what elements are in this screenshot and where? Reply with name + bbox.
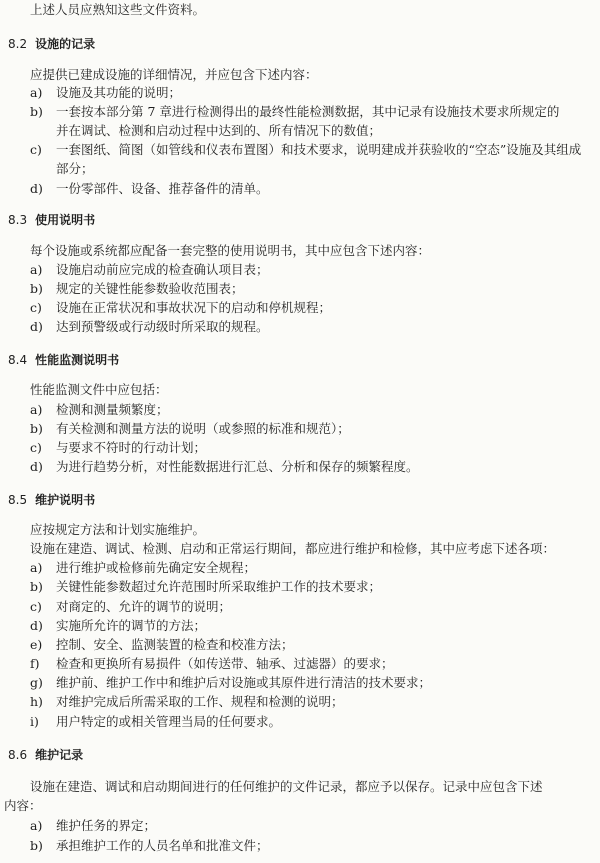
section-heading-8-4 <box>8 352 119 368</box>
section-lead: 应提供已建成设施的详细情况，并应包含下述内容： <box>30 67 318 82</box>
item-label: b) <box>30 838 43 853</box>
list-item <box>30 714 281 730</box>
section-title: 维护记录 <box>35 748 84 762</box>
item-text: 设施启动前应完成的检查确认项目表； <box>56 262 269 277</box>
item-label: i) <box>30 714 39 729</box>
section-title: 设施的记录 <box>35 37 96 51</box>
list-item <box>30 560 256 576</box>
item-label: h) <box>30 694 43 709</box>
item-text: 维护前、维护工作中和维护后对设施或其原件进行清洁的技术要求； <box>56 675 432 690</box>
item-label: a) <box>30 262 43 277</box>
list-item <box>30 838 269 854</box>
item-label: f) <box>30 656 40 671</box>
list-item <box>30 262 269 278</box>
item-label: b) <box>30 281 43 296</box>
item-label: c) <box>30 599 42 614</box>
section-title: 性能监测说明书 <box>35 353 120 367</box>
item-label: b) <box>30 421 43 436</box>
item-label: g) <box>30 675 43 690</box>
intro-line: 上述人员应熟知这些文件资料。 <box>30 2 206 17</box>
section-heading-8-6 <box>8 747 83 763</box>
list-item <box>30 181 269 197</box>
section-title: 使用说明书 <box>35 213 96 227</box>
item-label: b) <box>30 579 43 594</box>
section-lead: 应按规定方法和计划实施维护。 <box>30 522 206 537</box>
list-item <box>30 142 581 158</box>
section-heading-8-5 <box>8 492 95 508</box>
item-text: 对维护完成后所需采取的工作、规程和检测的说明； <box>56 694 344 709</box>
list-item <box>30 656 394 672</box>
item-text: 对商定的、允许的调节的说明； <box>56 599 232 614</box>
list-item <box>30 85 181 101</box>
list-item <box>30 618 206 634</box>
item-text: 达到预警级或行动级时所采取的规程。 <box>56 319 269 334</box>
item-label: d) <box>30 459 43 474</box>
section-lead: 每个设施或系统都应配备一套完整的使用说明书，其中应包含下述内容： <box>30 243 431 258</box>
list-item <box>30 402 169 418</box>
item-text: 检测和测量频繁度； <box>56 402 169 417</box>
item-text: 实施所允许的调节的方法； <box>56 618 207 633</box>
section-number: 8.3 <box>8 213 28 227</box>
item-text: 关键性能参数超过允许范围时所采取维护工作的技术要求； <box>56 579 382 594</box>
item-label: e) <box>30 637 43 652</box>
list-item-continuation: 并在调试、检测和启动过程中达到的、所有情况下的数值； <box>56 123 382 138</box>
item-text: 一套图纸、简图（如管线和仪表布置图）和技术要求，说明建成并获验收的“空态”设施及其组成 <box>56 142 582 157</box>
item-text: 用户特定的或相关管理当局的任何要求。 <box>56 714 282 729</box>
section-title: 维护说明书 <box>35 493 96 507</box>
section-lead: 性能监测文件中应包括： <box>30 382 168 397</box>
section-lead-2: 设施在建造、调试、检测、启动和正常运行期间，都应进行维护和检修，其中应考虑下述各项： <box>30 541 556 556</box>
item-label: d) <box>30 319 43 334</box>
item-label: d) <box>30 618 43 633</box>
list-item <box>30 579 381 595</box>
list-item <box>30 637 294 653</box>
item-label: a) <box>30 560 43 575</box>
item-text: 与要求不符时的行动计划； <box>56 440 207 455</box>
list-item <box>30 300 331 316</box>
list-item <box>30 319 269 335</box>
item-text: 进行维护或检修前先确定安全规程； <box>56 560 257 575</box>
item-text: 设施及其功能的说明； <box>56 85 182 100</box>
item-label: d) <box>30 181 43 196</box>
list-item <box>30 104 559 120</box>
item-label: c) <box>30 440 42 455</box>
item-text: 设施在正常状况和事故状况下的启动和停机规程； <box>56 300 332 315</box>
item-label: b) <box>30 104 43 119</box>
item-text: 规定的关键性能参数验收范围表； <box>56 281 244 296</box>
list-item-continuation: 部分； <box>56 161 94 176</box>
item-text: 一份零部件、设备、推荐备件的清单。 <box>56 181 269 196</box>
section-number: 8.4 <box>8 353 28 367</box>
section-lead: 设施在建造、调试和启动期间进行的任何维护的文件记录，都应予以保存。记录中应包含下述 <box>30 779 543 794</box>
list-item <box>30 440 206 456</box>
item-text: 维护任务的界定； <box>56 818 157 833</box>
section-heading-8-3 <box>8 212 95 228</box>
item-text: 承担维护工作的人员名单和批准文件； <box>56 838 269 853</box>
list-item <box>30 675 431 691</box>
list-item <box>30 599 231 615</box>
item-text: 控制、安全、监测装置的检查和校准方法； <box>56 637 294 652</box>
list-item <box>30 694 344 710</box>
item-text: 有关检测和测量方法的说明（或参照的标准和规范）； <box>56 421 350 436</box>
list-item <box>30 818 156 834</box>
section-number: 8.5 <box>8 493 28 507</box>
section-lead-continuation: 内容： <box>4 798 42 813</box>
item-label: a) <box>30 818 43 833</box>
item-label: c) <box>30 300 42 315</box>
item-label: a) <box>30 402 43 417</box>
list-item <box>30 421 350 437</box>
section-number: 8.2 <box>8 37 28 51</box>
item-text: 一套按本部分第 7 章进行检测得出的最终性能检测数据，其中记录有设施技术要求所规定的 <box>56 104 560 119</box>
list-item <box>30 459 419 475</box>
item-label: c) <box>30 142 42 157</box>
section-number: 8.6 <box>8 748 28 762</box>
section-heading-8-2 <box>8 36 95 52</box>
item-text: 为进行趋势分析，对性能数据进行汇总、分析和保存的频繁程度。 <box>56 459 419 474</box>
item-label: a) <box>30 85 43 100</box>
item-text: 检查和更换所有易损件（如传送带、轴承、过滤器）的要求； <box>56 656 394 671</box>
list-item <box>30 281 244 297</box>
